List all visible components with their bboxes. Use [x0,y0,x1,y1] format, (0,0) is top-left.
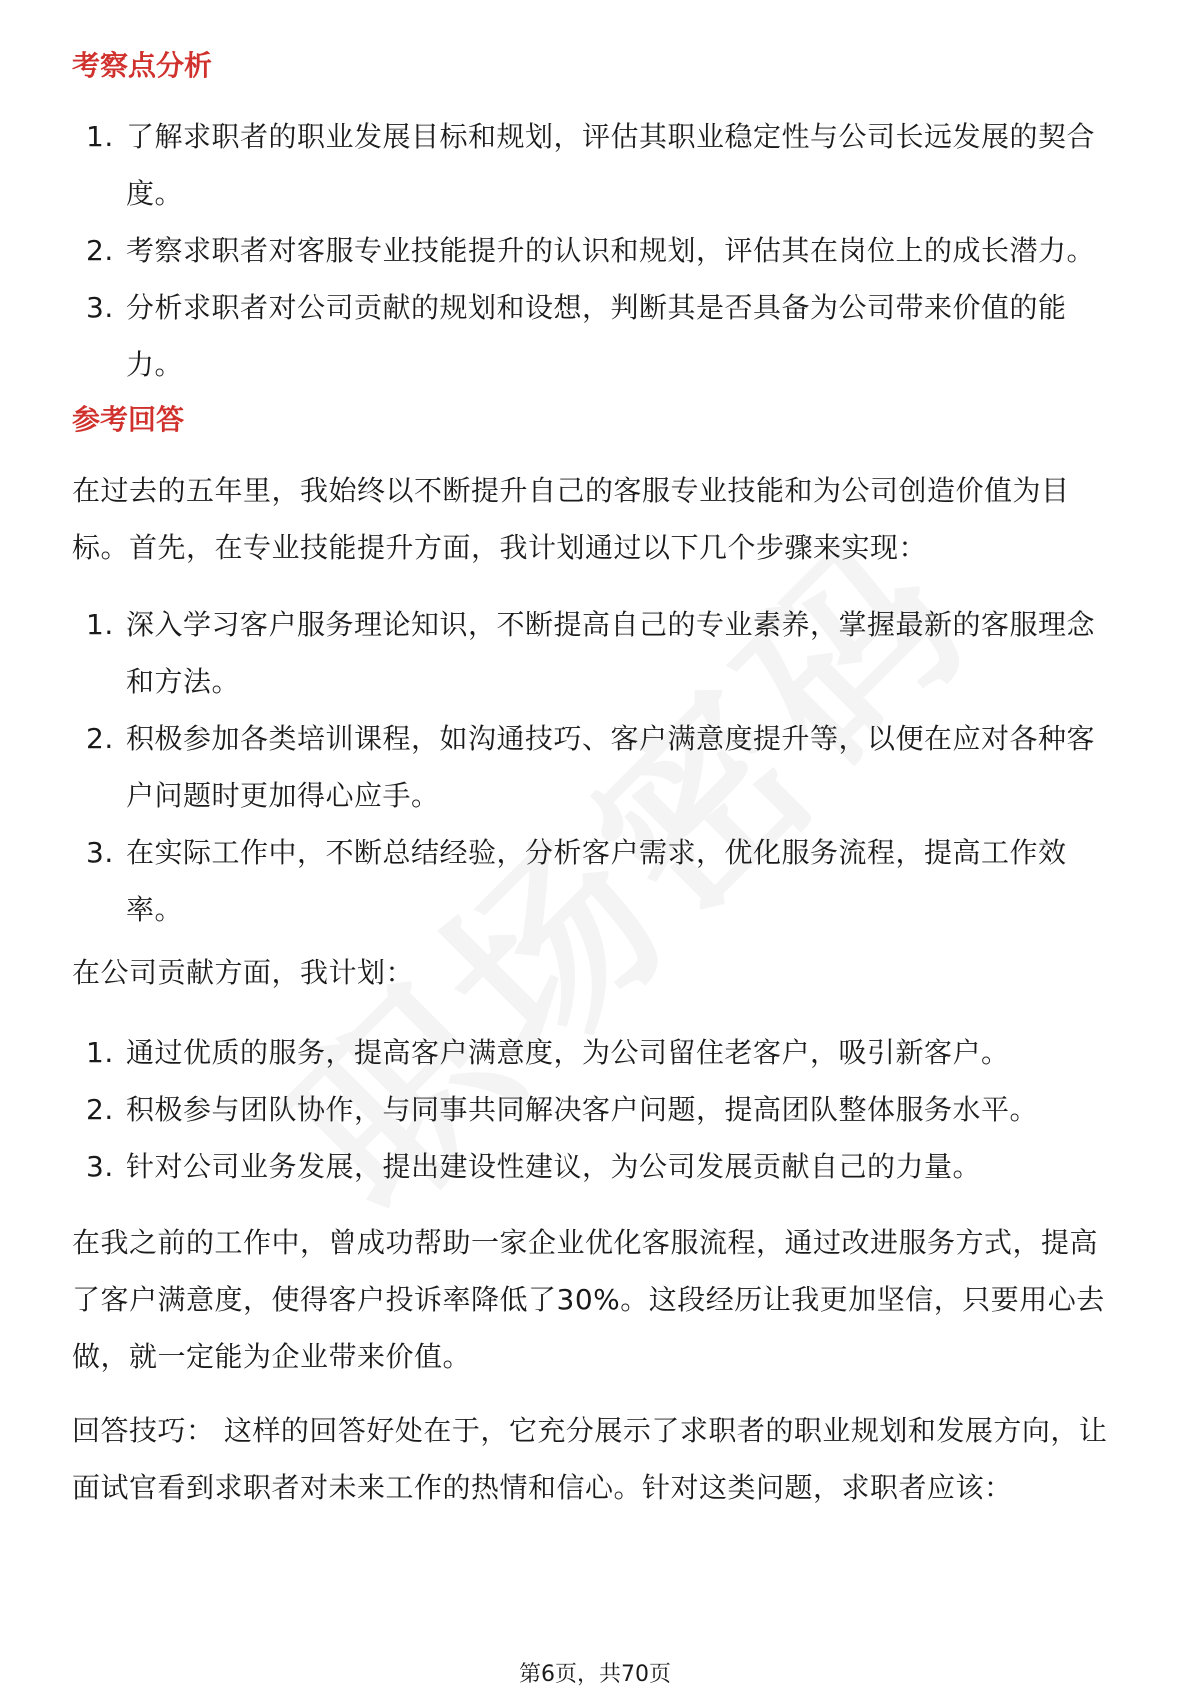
list-item: 2. 积极参加各类培训课程，如沟通技巧、客户满意度提升等，以便在应对各种客户问题时更加得心应手。 [86,722,1096,812]
list-item: 2. 积极参与团队协作，与同事共同解决客户问题，提高团队整体服务水平。 [86,1093,1039,1126]
contribution-intro-paragraph: 在公司贡献方面，我计划： [72,956,415,989]
page-number: 第6页，共70页 [519,1662,671,1687]
tips-paragraph: 回答技巧： 这样的回答好处在于，它充分展示了求职者的职业规划和发展方向，让面试官看到求职者对未来工作的热情和信心。针对这类问题，求职者应该： [72,1414,1108,1504]
answer-intro-paragraph: 在过去的五年里，我始终以不断提升自己的客服专业技能和为公司创造价值为目标。首先，在专业技能提升方面，我计划通过以下几个步骤来实现： [72,474,1070,564]
experience-paragraph: 在我之前的工作中，曾成功帮助一家企业优化客服流程，通过改进服务方式，提高了客户满意度，使得客户投诉率降低了30%。这段经历让我更加坚信，只要用心去做，就一定能为企业带来价值。 [72,1226,1105,1373]
list-item: 3. 针对公司业务发展，提出建设性建议，为公司发展贡献自己的力量。 [86,1150,982,1183]
analysis-list [72,108,1122,393]
list-item: 2. 考察求职者对客服专业技能提升的认识和规划，评估其在岗位上的成长潜力。 [86,234,1096,267]
list-item: 3. 分析求职者对公司贡献的规划和设想，判断其是否具备为公司带来价值的能力。 [86,291,1067,381]
list-item: 1. 深入学习客户服务理论知识，不断提高自己的专业素养，掌握最新的客服理念和方法。 [86,608,1096,698]
list-item: 1. 了解求职者的职业发展目标和规划，评估其职业稳定性与公司长远发展的契合度。 [86,120,1096,210]
section-heading-answer: 参考回答 [72,403,185,436]
skills-list [72,596,1122,938]
list-item: 1. 通过优质的服务，提高客户满意度，为公司留住老客户，吸引新客户。 [86,1036,1010,1069]
section-heading-analysis: 考察点分析 [72,49,213,82]
list-item: 3. 在实际工作中，不断总结经验，分析客户需求，优化服务流程，提高工作效率。 [86,836,1067,926]
contribution-list [72,1024,1122,1195]
